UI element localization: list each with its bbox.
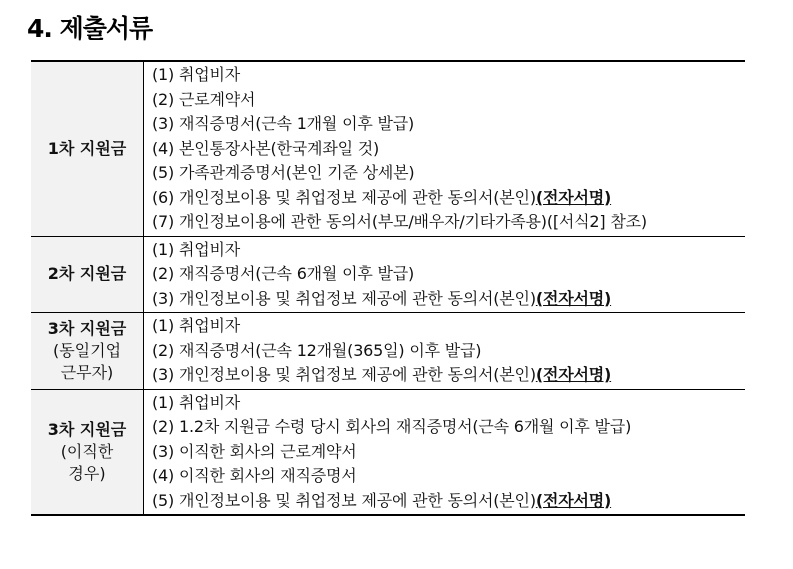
item-number: (3) (152, 288, 175, 308)
list-item (152, 314, 745, 339)
section-row-4 (31, 389, 745, 515)
item-number: (1) (152, 392, 175, 412)
item-number: (5) (152, 163, 175, 182)
list-item (152, 137, 745, 162)
e-signature-note: (전자서명) (535, 288, 612, 308)
list-item (152, 262, 745, 287)
item-text: 개인정보이용 및 취업정보 제공에 관한 동의서(본인) (178, 288, 536, 308)
item-text: 가족관계증명서(본인 기준 상세본) (178, 163, 415, 182)
item-number: (1) (152, 239, 175, 259)
item-number: (2) (152, 340, 175, 360)
list-item (152, 339, 745, 364)
section-header (31, 313, 144, 390)
section-header (31, 61, 144, 236)
section-header-note: 근무자) (60, 362, 114, 382)
item-text: 재직증명서(근속 1개월 이후 발급) (178, 114, 415, 133)
section-title: 4. 제출서류 (27, 14, 153, 43)
section-header-note: 경우) (68, 463, 106, 483)
list-item (152, 415, 745, 440)
item-number: (2) (152, 264, 175, 283)
item-text: 재직증명서(근속 12개월(365일) 이후 발급) (178, 340, 482, 360)
item-number: (4) (152, 138, 175, 158)
item-text: 이직한 회사의 재직증명서 (178, 466, 357, 485)
section-row-1 (31, 61, 745, 236)
section-items (144, 236, 746, 313)
item-text: 개인정보이용에 관한 동의서(부모/배우자/기타가족용)([서식2] 참조) (178, 212, 647, 231)
item-number: (3) (152, 114, 175, 133)
item-text: 근로계약서 (178, 89, 256, 109)
e-signature-note: (전자서명) (535, 365, 612, 384)
item-number: (4) (152, 466, 175, 485)
list-item (152, 464, 745, 489)
section-header-title: 3차 지원금 (47, 318, 127, 338)
item-text: 취업비자 (178, 239, 240, 259)
item-text: 개인정보이용 및 취업정보 제공에 관한 동의서(본인) (178, 490, 536, 510)
section-header-title: 1차 지원금 (47, 138, 127, 158)
item-text: 본인통장사본(한국계좌일 것) (178, 138, 380, 158)
list-item (152, 161, 745, 186)
item-number: (6) (152, 187, 175, 207)
section-header-title: 2차 지원금 (47, 264, 127, 284)
section-header-title: 3차 지원금 (47, 419, 127, 439)
item-number: (2) (152, 417, 175, 436)
item-number: (3) (152, 441, 175, 461)
list-item (152, 287, 745, 312)
e-signature-note: (전자서명) (535, 187, 612, 207)
e-signature-note: (전자서명) (535, 490, 612, 510)
list-item (152, 112, 745, 137)
section-row-2 (31, 236, 745, 313)
item-number: (3) (152, 365, 175, 384)
list-item (152, 363, 745, 388)
section-header (31, 389, 144, 515)
list-item (152, 186, 745, 211)
section-items (144, 389, 746, 515)
list-item (152, 238, 745, 263)
list-item (152, 489, 745, 514)
item-text: 개인정보이용 및 취업정보 제공에 관한 동의서(본인) (178, 365, 536, 384)
section-header-note: (이직한 (60, 441, 114, 461)
list-item (152, 391, 745, 416)
item-number: (7) (152, 212, 175, 231)
item-text: 이직한 회사의 근로계약서 (178, 441, 357, 461)
item-text: 취업비자 (178, 316, 240, 335)
item-text: 취업비자 (178, 392, 240, 412)
item-number: (1) (152, 316, 175, 335)
section-row-3 (31, 313, 745, 390)
section-header-note: (동일기업 (52, 340, 122, 360)
item-text: 개인정보이용 및 취업정보 제공에 관한 동의서(본인) (178, 187, 536, 207)
section-items (144, 61, 746, 236)
item-number: (1) (152, 65, 175, 84)
list-item (152, 88, 745, 113)
list-item (152, 440, 745, 465)
list-item (152, 210, 745, 235)
item-text: 1.2차 지원금 수령 당시 회사의 재직증명서(근속 6개월 이후 발급) (178, 417, 632, 436)
item-number: (2) (152, 89, 175, 109)
item-text: 취업비자 (178, 65, 240, 84)
item-number: (5) (152, 490, 175, 510)
list-item (152, 63, 745, 88)
submission-documents-table (31, 60, 745, 516)
item-text: 재직증명서(근속 6개월 이후 발급) (178, 264, 415, 283)
section-header (31, 236, 144, 313)
section-items (144, 313, 746, 390)
